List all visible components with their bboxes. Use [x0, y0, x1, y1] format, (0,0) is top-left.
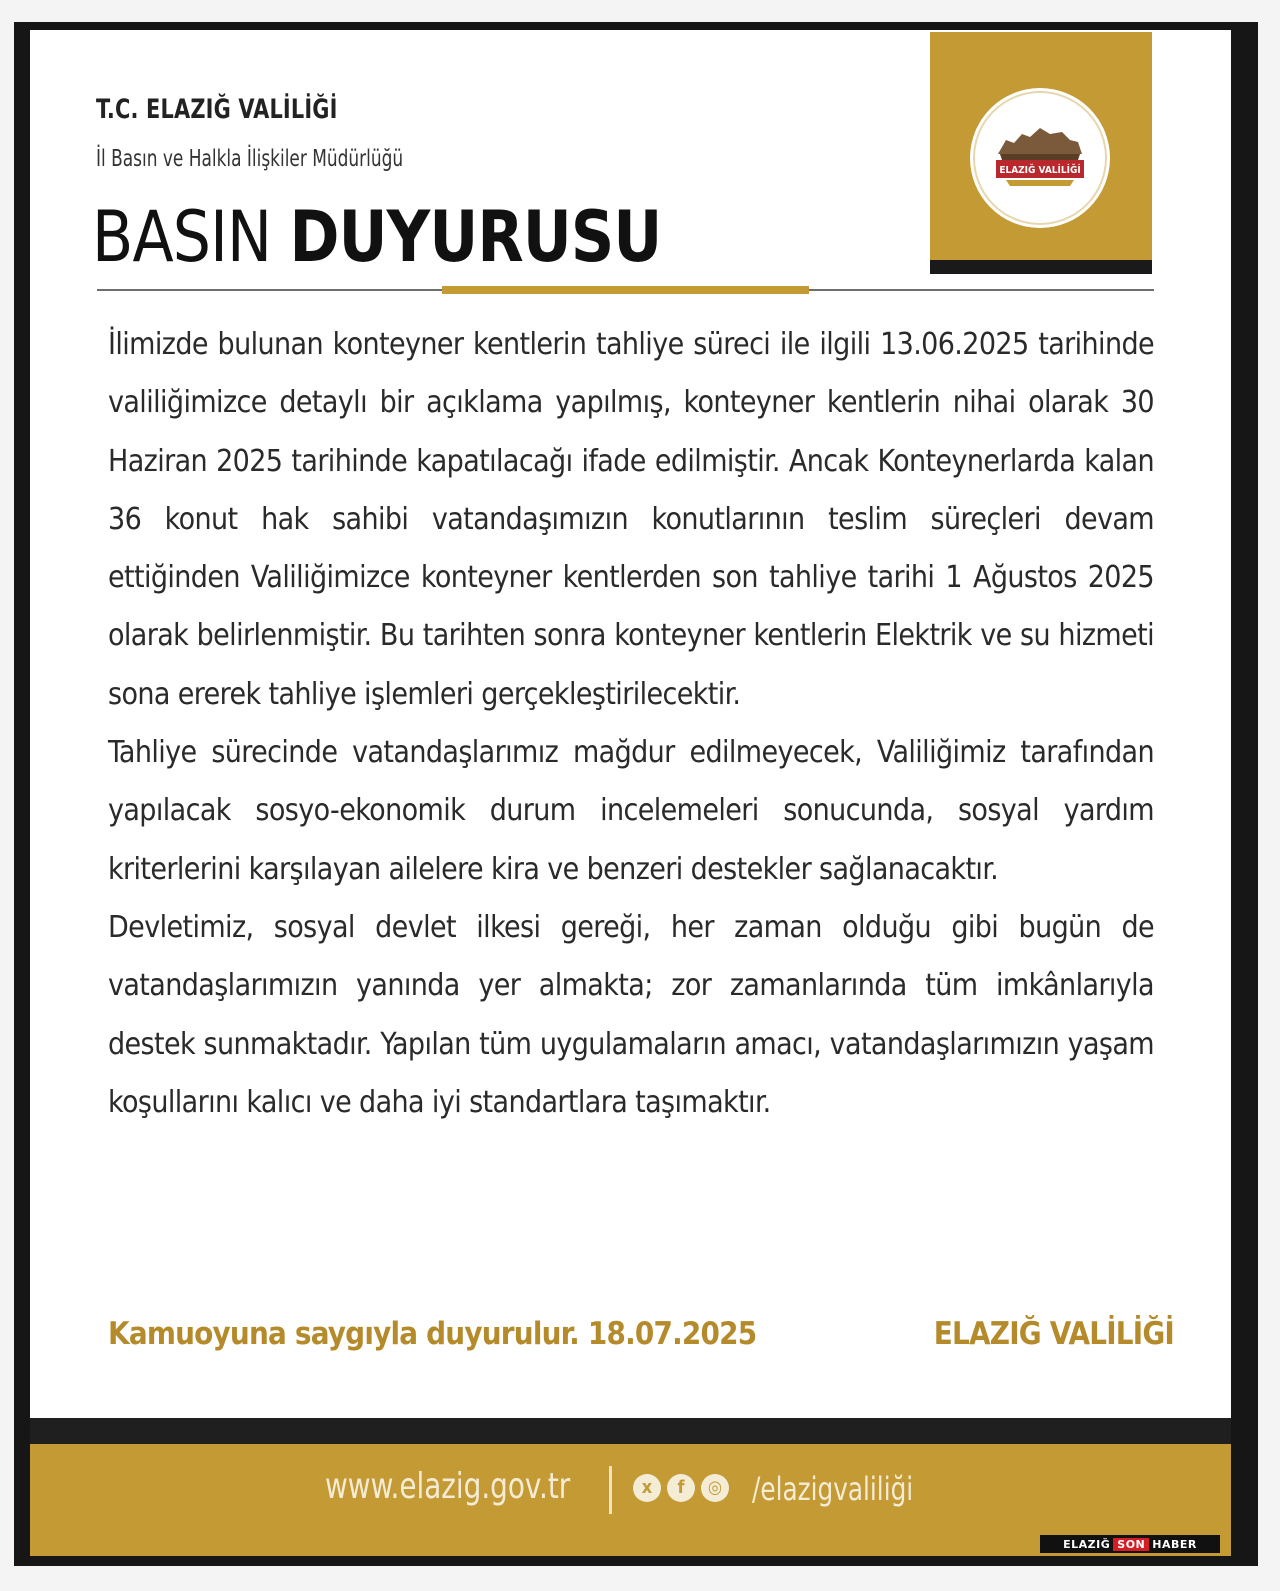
- announcement-body: [108, 316, 1154, 1132]
- footer-black-bar: [30, 1418, 1231, 1444]
- watermark-right: HABER: [1152, 1537, 1197, 1551]
- social-icons: [633, 1474, 729, 1502]
- x-twitter-icon[interactable]: x: [633, 1474, 661, 1502]
- header-accent-bar: [442, 286, 809, 294]
- instagram-icon[interactable]: ◎: [701, 1474, 729, 1502]
- institution-name: T.C. ELAZIĞ VALİLİĞİ: [96, 94, 338, 125]
- website-link[interactable]: www.elazig.gov.tr: [325, 1466, 571, 1507]
- page-title: [92, 196, 661, 278]
- social-handle[interactable]: /elazigvaliliği: [752, 1470, 914, 1508]
- logo-box: [930, 32, 1152, 260]
- footer-separator: [609, 1466, 612, 1514]
- title-bold: DUYURUSU: [289, 196, 662, 278]
- paragraph-3: Devletimiz, sosyal devlet ilkesi gereği, her zaman olduğu gibi bugün de vatandaşlarımızın yanında yer almakta; zor zamanlarında tüm imkânlarıyla destek sunmaktadır. Yapılan tüm uygulamaların amacı, vatandaşlarımızın yaşam koşullarını kalıcı ve daha iyi standartlara taşımaktır.: [108, 909, 1154, 1120]
- castle-emblem-icon: [970, 88, 1110, 228]
- department-name: İl Basın ve Halkla İlişkiler Müdürlüğü: [96, 146, 404, 172]
- paragraph-2: Tahliye sürecinde vatandaşlarımız mağdur edilmeyecek, Valiliğimiz tarafından yapılacak sosyo-ekonomik durum incelemeleri sonucunda, sosyal yardım kriterlerini karşılayan ailelere kira ve benzeri destekler sağlanacaktır.: [108, 735, 1154, 887]
- governorship-logo: [970, 88, 1110, 228]
- watermark-mid: SON: [1113, 1538, 1149, 1551]
- signature: ELAZIĞ VALİLİĞİ: [933, 1316, 1174, 1352]
- paragraph-1: İlimizde bulunan konteyner kentlerin tahliye süreci ile ilgili 13.06.2025 tarihinde valiliğimizce detaylı bir açıklama yapılmış, konteyner kentlerin nihai olarak 30 Haziran 2025 tarihinde kapatılacağı ifade edilmiştir. Ancak Konteynerlarda kalan 36 konut hak sahibi vatandaşımızın konutlarının teslim süreçleri devam ettiğinden Valiliğimizce konteyner kentlerden son tahliye tarihi 1 Ağustos 2025 olarak belirlenmiştir. Bu tarihten sonra konteyner kentlerin Elektrik ve su hizmeti sona ererek tahliye işlemleri gerçekleştirilecektir.: [108, 327, 1154, 712]
- facebook-icon[interactable]: f: [667, 1474, 695, 1502]
- logo-text: ELAZIĞ VALİLİĞİ: [999, 165, 1081, 176]
- closing-line: Kamuoyuna saygıyla duyurulur. 18.07.2025: [108, 1316, 757, 1352]
- news-watermark: [1040, 1535, 1220, 1553]
- title-light: BASIN: [92, 196, 290, 278]
- watermark-left: ELAZIĞ: [1063, 1537, 1111, 1551]
